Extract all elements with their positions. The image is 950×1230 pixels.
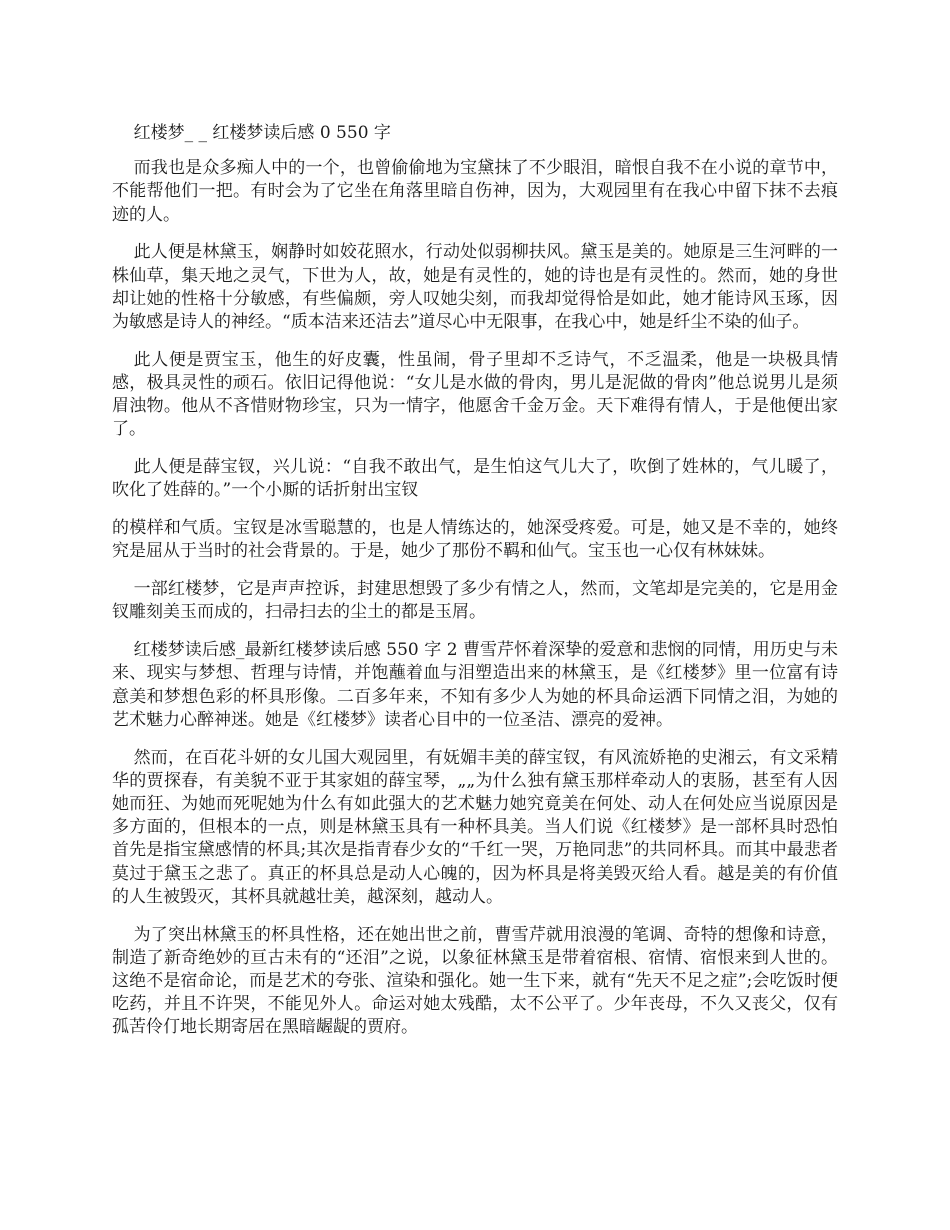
paragraph-4: 此人便是薛宝钗，兴儿说：“自我不敢出气，是生怕这气儿大了，吹倒了姓林的，气儿暖了，吹化了姓薛的。”一个小厮的话折射出宝钗 — [112, 457, 838, 501]
document-page — [112, 122, 838, 1054]
paragraph-3: 此人便是贾宝玉，他生的好皮囊，性虽闹，骨子里却不乏诗气，不乏温柔，他是一块极具情感，极具灵性的顽石。依旧记得他说：“女儿是水做的骨肉，男儿是泥做的骨肉”他总说男儿是须眉浊物。他从不吝惜财物珍宝，只为一情字，他愿舍千金万金。天下难得有情人，于是他便出家了。 — [112, 349, 838, 440]
paragraph-2: 此人便是林黛玉，娴静时如姣花照水，行动处似弱柳扶风。黛玉是美的。她原是三生河畔的一株仙草，集天地之灵气，下世为人，故，她是有灵性的，她的诗也是有灵性的。然而，她的身世却让她的性格十分敏感，有些偏颇，旁人叹她尖刻，而我却觉得恰是如此，她才能诗风玉琢，因为敏感是诗人的神经。“质本洁来还洁去”道尽心中无限事，在我心中，她是纤尘不染的仙子。 — [112, 242, 838, 333]
document-title: 红楼梦_ _ 红楼梦读后感 0 550 字 — [133, 123, 391, 143]
paragraph-1: 而我也是众多痴人中的一个，也曾偷偷地为宝黛抹了不少眼泪，暗恨自我不在小说的章节中，不能帮他们一把。有时会为了它坐在角落里暗自伤神，因为，大观园里有在我心中留下抹不去痕迹的人。 — [112, 158, 838, 225]
paragraph-6: 一部红楼梦，它是声声控诉，封建思想毁了多少有情之人，然而，文笔却是完美的，它是用金钗雕刻美玉而成的，扫帚扫去的尘土的都是玉屑。 — [112, 579, 838, 623]
paragraph-7: 红楼梦读后感_最新红楼梦读后感 550 字 2 曹雪芹怀着深挚的爱意和悲悯的同情，用历史与未来、现实与梦想、哲理与诗情，并饱蘸着血与泪塑造出来的林黛玉，是《红楼梦》里一位富有诗意美和梦想色彩的杯具形像。二百多年来，不知有多少人为她的杯具命运洒下同情之泪，为她的艺术魅力心醉神迷。她是《红楼梦》读者心目中的一位圣洁、漂亮的爱神。 — [112, 640, 838, 730]
paragraph-5: 的模样和气质。宝钗是冰雪聪慧的，也是人情练达的，她深受疼爱。可是，她又是不幸的，她终究是屈从于当时的社会背景的。于是，她少了那份不羁和仙气。宝玉也一心仅有林妹妹。 — [112, 518, 838, 562]
paragraph-8: 然而，在百花斗妍的女儿国大观园里，有妩媚丰美的薛宝钗，有风流娇艳的史湘云，有文采精华的贾探春，有美貌不亚于其家姐的薛宝琴，„„为什么独有黛玉那样牵动人的衷肠，甚至有人因她而狂、为她而死呢她为什么有如此强大的艺术魅力她究竟美在何处、动人在何处应当说原因是多方面的，但根本的一点，则是林黛玉具有一种杯具美。当人们说《红楼梦》是一部杯具时恐怕首先是指宝黛感情的杯具;其次是指青春少女的“千红一哭，万艳同悲”的共同杯具。而其中最悲者莫过于黛玉之悲了。真正的杯具总是动人心魄的，因为杯具是将美毁灭给人看。越是美的有价值的人生被毁灭，其杯具就越壮美，越深刻，越动人。 — [112, 747, 838, 907]
paragraph-9: 为了突出林黛玉的杯具性格，还在她出世之前，曹雪芹就用浪漫的笔调、奇特的想像和诗意，制造了新奇绝妙的亘古未有的“还泪”之说，以象征林黛玉是带着宿根、宿情、宿恨来到人世的。这绝不是宿命论，而是艺术的夸张、渲染和强化。她一生下来，就有“先天不足之症”;会吃饭时便吃药，并且不许哭，不能见外人。命运对她太残酷，太不公平了。少年丧母，不久又丧父，仅有孤苦伶仃地长期寄居在黑暗龌龊的贾府。 — [112, 924, 838, 1038]
